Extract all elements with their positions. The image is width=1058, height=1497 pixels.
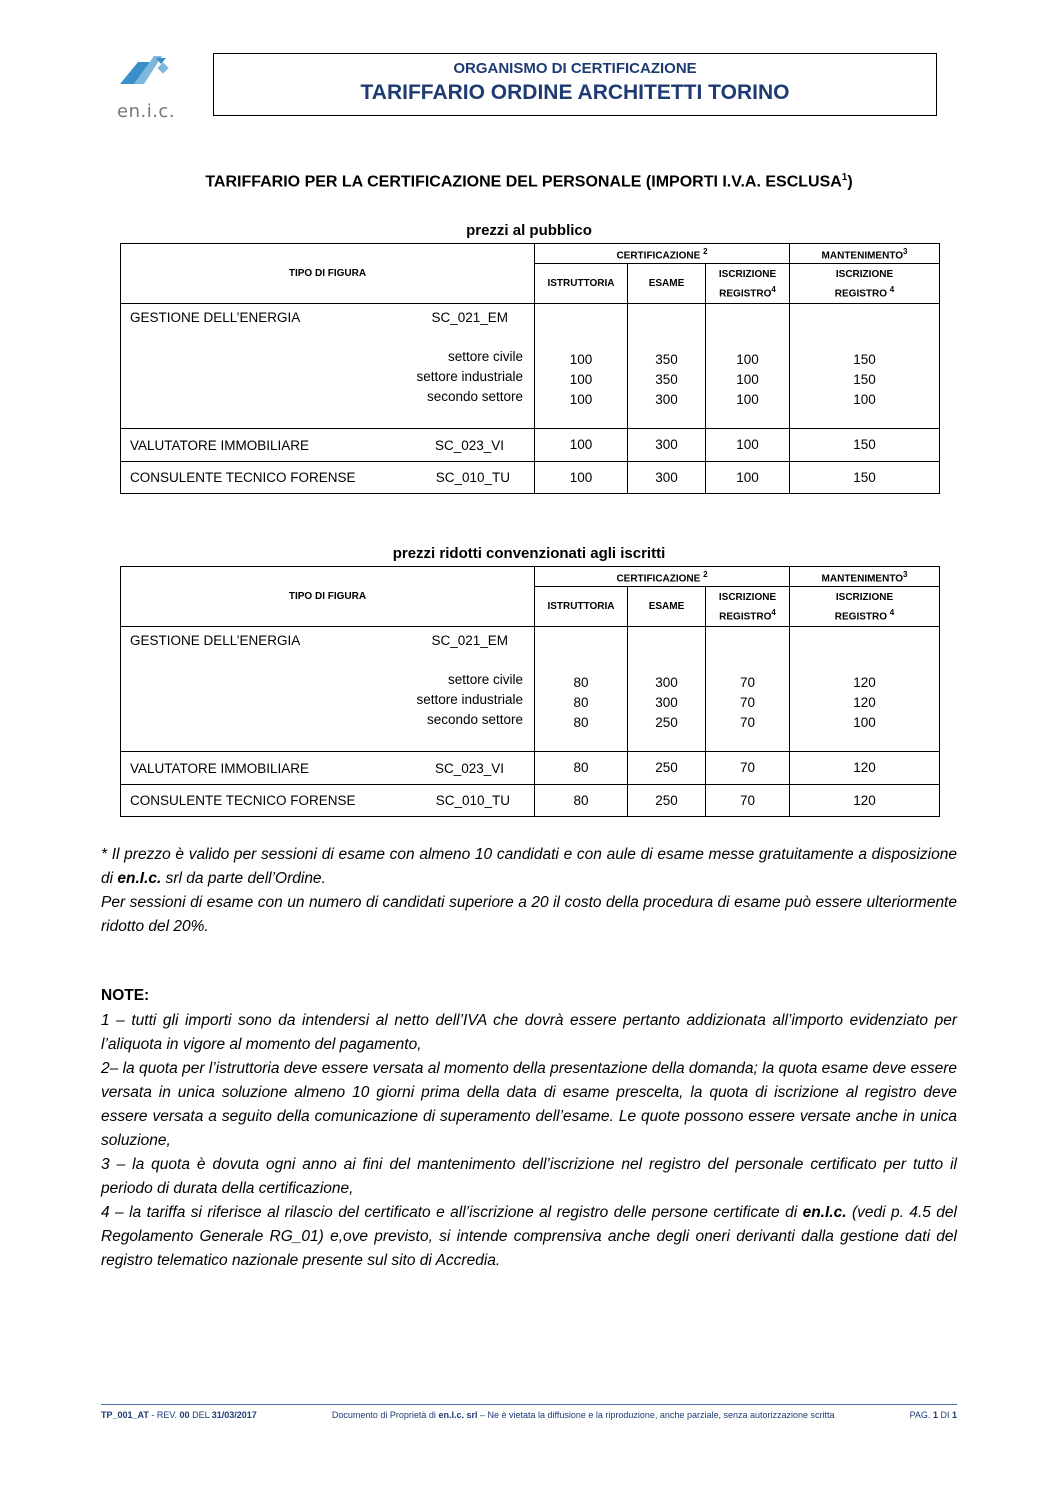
col-esame: ESAME xyxy=(628,587,706,627)
col-istruttoria: ISTRUTTORIA xyxy=(535,587,628,627)
table-row: GESTIONE DELL’ENERGIA SC_021_EM settore civile settore industriale secondo settore 80 80 80 300 300 250 70 70 70 120 120 100 xyxy=(121,627,940,752)
footer-ownership: Documento di Proprietà di en.I.c. srl – Ne è vietata la diffusione e la riproduzione, anche parziale, senza autorizzazione scritta xyxy=(331,1410,835,1420)
header-box xyxy=(213,53,937,116)
col-mantenimento: MANTENIMENTO$^3$ xyxy=(790,244,940,264)
table-row: CONSULENTE TECNICO FORENSE SC_010_TU 100 300 100 150 xyxy=(121,462,940,494)
table-row: GESTIONE DELL’ENERGIA SC_021_EM settore civile settore industriale secondo settore 100 100 100 350 350 300 100 100 100 150 150 100 xyxy=(121,304,940,429)
table-row: VALUTATORE IMMOBILIARE SC_023_VI 80 250 70 120 xyxy=(121,752,940,785)
col-tipo: TIPO DI FIGURA xyxy=(121,567,535,627)
col-iscrizione-mant: ISCRIZIONE REGISTRO $^4$ xyxy=(790,587,940,627)
price-table-public xyxy=(120,243,940,494)
footer-doc-code: TP_001_AT - REV. 00 DEL 31/03/2017 xyxy=(101,1410,257,1420)
col-certificazione: CERTIFICAZIONE $^2$ xyxy=(535,244,790,264)
note-3: 3 – la quota è dovuta ogni anno ai fini del mantenimento dell’iscrizione nel registro del personale certificato per tutto il periodo di durata della certificazione, xyxy=(101,1156,957,1197)
table-row: CONSULENTE TECNICO FORENSE SC_010_TU 80 250 70 120 xyxy=(121,785,940,817)
page-footer xyxy=(101,1410,957,1420)
document-title: TARIFFARIO ORDINE ARCHITETTI TORINO xyxy=(360,81,790,104)
figure-name: GESTIONE DELL’ENERGIA xyxy=(130,310,301,326)
note-4: 4 – la tariffa si riferisce al rilascio del certificato e all’iscrizione al registro delle persone certificate di en.I.c. (vedi p. 4.5 del Regolamento Generale RG_01) e,ove previsto, si intende comprensiva anche degli oneri derivanti dalla gestione dati del registro telematico nazionale presente sul sito di Accredia. xyxy=(101,1204,957,1269)
organization-title: ORGANISMO DI CERTIFICAZIONE xyxy=(453,60,697,77)
col-mantenimento: MANTENIMENTO$^3$ xyxy=(790,567,940,587)
col-istruttoria: ISTRUTTORIA xyxy=(535,264,628,304)
col-certificazione: CERTIFICAZIONE $^2$ xyxy=(535,567,790,587)
table2-title: prezzi ridotti convenzionati agli iscritti xyxy=(392,545,666,562)
price-table-members xyxy=(120,566,940,817)
col-iscrizione-mant: ISCRIZIONE REGISTRO $^4$ xyxy=(790,264,940,304)
logo-text: en.i.c. xyxy=(117,101,176,122)
main-title: TARIFFARIO PER LA CERTIFICAZIONE DEL PERSONALE (IMPORTI I.V.A. ESCLUSA$^1$) xyxy=(205,172,853,191)
col-iscrizione: ISCRIZIONE REGISTRO$^4$ xyxy=(706,587,790,627)
discount-note: * Il prezzo è valido per sessioni di esame con almeno 10 candidati e con aule di esame messe gratuitamente a disposizione di en.I.c. srl da parte dell’Ordine. Per sessioni di esame con un numero di candidati superiore a 20 il costo della procedura di esame può essere ulteriormente ridotto del 20%. xyxy=(101,846,957,935)
col-tipo: TIPO DI FIGURA xyxy=(121,244,535,304)
note-2: 2– la quota per l’istruttoria deve essere versata al momento della presentazione della domanda; la quota esame deve essere versata in unica soluzione almeno 10 giorni prima della data di esame prescelta, la quota di iscrizione al registro deve essere versata a seguito della comunicazione di superamento dell’esame. Le quote possono essere versate anche in unica soluzione, xyxy=(101,1060,957,1149)
note-1: 1 – tutti gli importi sono da intendersi al netto dell’IVA che dovrà essere pertanto addizionata all’importo evidenziato per l’aliquota in vigore al momento del pagamento, xyxy=(101,1012,957,1053)
table-row: VALUTATORE IMMOBILIARE SC_023_VI 100 300 100 150 xyxy=(121,429,940,462)
notes-heading: NOTE: xyxy=(101,987,150,1004)
footer-page-number: PAG. 1 DI 1 xyxy=(909,1410,957,1420)
col-iscrizione: ISCRIZIONE REGISTRO$^4$ xyxy=(706,264,790,304)
col-esame: ESAME xyxy=(628,264,706,304)
footer-divider xyxy=(101,1404,957,1405)
notes-body xyxy=(101,1009,957,1273)
table1-title: prezzi al pubblico xyxy=(466,222,592,239)
figure-code: SC_021_EM xyxy=(431,310,508,326)
